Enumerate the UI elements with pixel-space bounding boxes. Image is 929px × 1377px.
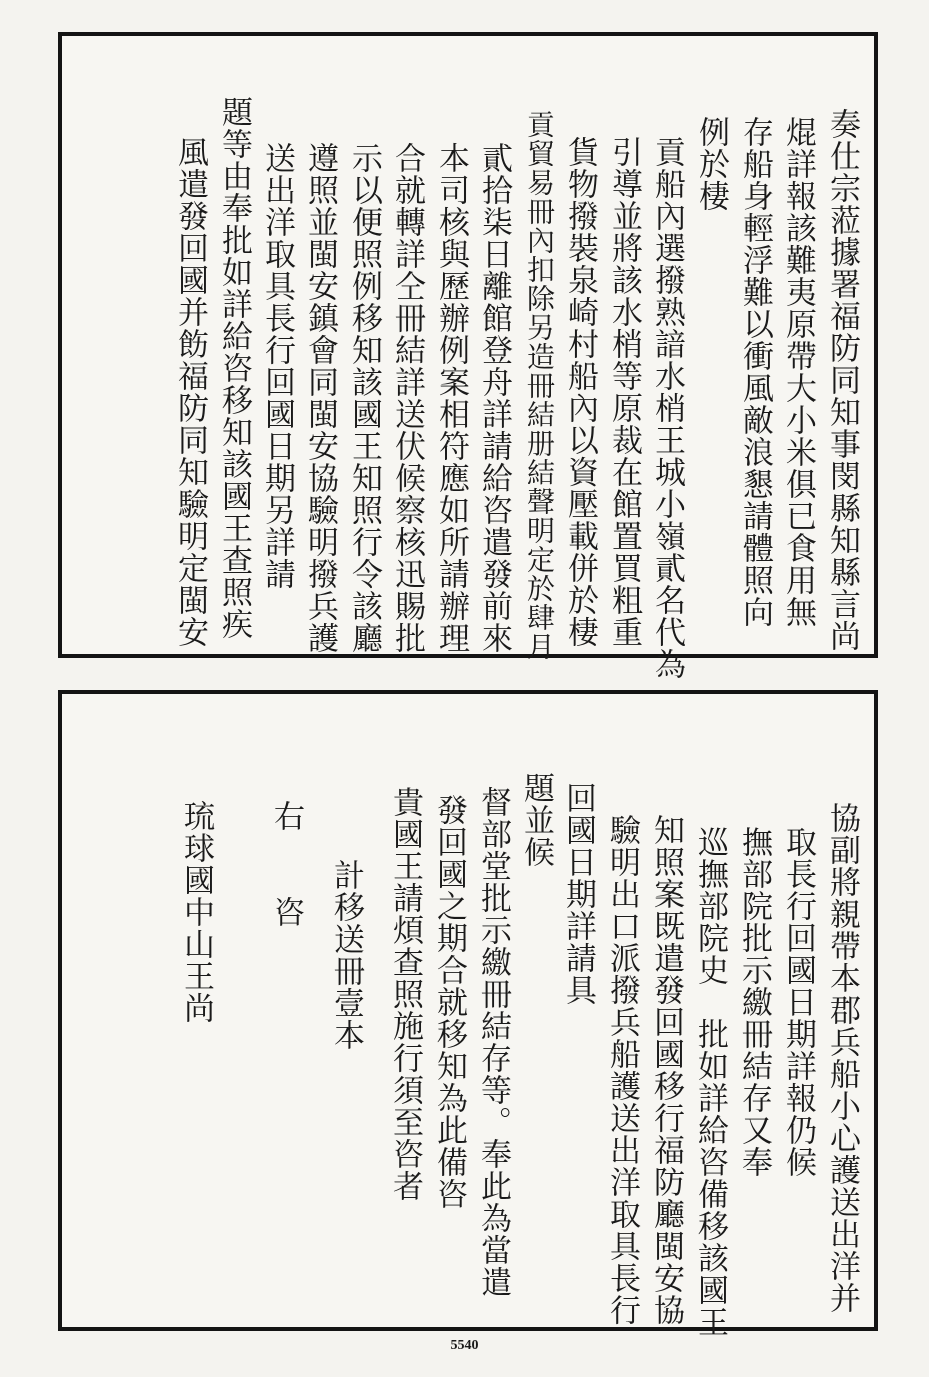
text-column: 遵照並閩安鎮會同閩安協驗明撥兵護 (302, 142, 338, 654)
text-column: 協副將親帶本郡兵船小心護送出洋并 (824, 802, 860, 1314)
text-column: 例於棲 (693, 116, 729, 212)
text-column: 貢船內選撥熟諳水梢王城小嶺貳名代為 (649, 136, 685, 680)
text-column: 題等由奉批如詳給咨移知該國王查照疾 (216, 96, 252, 640)
lower-document-panel (58, 690, 878, 1338)
upper-document-panel (58, 32, 878, 680)
text-column: 琉球國中山王尚 (178, 800, 214, 1024)
upper-text-columns (62, 36, 874, 680)
text-column: 知照案既遣發回國移行福防廳閩安協 (648, 814, 684, 1326)
text-column: 存船身輕浮難以衝風敵浪懇請體照向 (737, 116, 773, 628)
text-column: 右 咨 (268, 800, 304, 928)
text-column: 貨物撥裝泉崎村船內以資壓載併於棲 (562, 136, 598, 648)
text-column: 貳拾柒日離館登舟詳請給咨遣發前來 (476, 142, 512, 654)
text-column: 貴國王請煩查照施行須至咨者 (387, 786, 423, 1202)
text-column: 回國日期詳請具 (560, 782, 596, 1006)
text-column: 驗明出口派撥兵船護送出洋取具長行 (604, 814, 640, 1326)
text-column: 奏仕宗蒞據署福防同知事閔縣知縣言尚 (824, 108, 860, 652)
text-column: 巡撫部院史 批如詳給咨備移該國王 (692, 826, 728, 1338)
text-column: 計移送冊壹本 (328, 859, 364, 1051)
text-column: 送出洋取具長行回國日期另詳請 (259, 142, 295, 590)
text-column: 貢貿易冊內扣除另造冊結册結聲明定於肆月 (523, 110, 556, 661)
text-column: 督部堂批示繳冊結存等。奉此為當遣 (475, 786, 511, 1298)
page-number: 5540 (450, 1338, 479, 1353)
text-column: 焜詳報該難夷原帶大小米俱已食用無 (780, 116, 816, 628)
text-column: 本司核與歷辦例案相符應如所請辦理 (433, 142, 469, 654)
text-column: 取長行回國日期詳報仍候 (780, 826, 816, 1178)
text-column: 合就轉詳仝冊結詳送伏候察核迅賜批 (389, 142, 425, 654)
text-column: 示以便照例移知該國王知照行令該廳 (346, 142, 382, 654)
text-column: 發回國之期合就移知為此備咨 (431, 794, 467, 1210)
text-column: 題並候 (518, 772, 554, 868)
text-column: 引導並將該水梢等原裁在館置買粗重 (606, 136, 642, 648)
lower-text-columns (62, 694, 874, 1338)
text-column: 撫部院批示繳冊結存又奉 (736, 826, 772, 1178)
text-column: 風遣發回國并飭福防同知驗明定閩安 (172, 136, 208, 648)
